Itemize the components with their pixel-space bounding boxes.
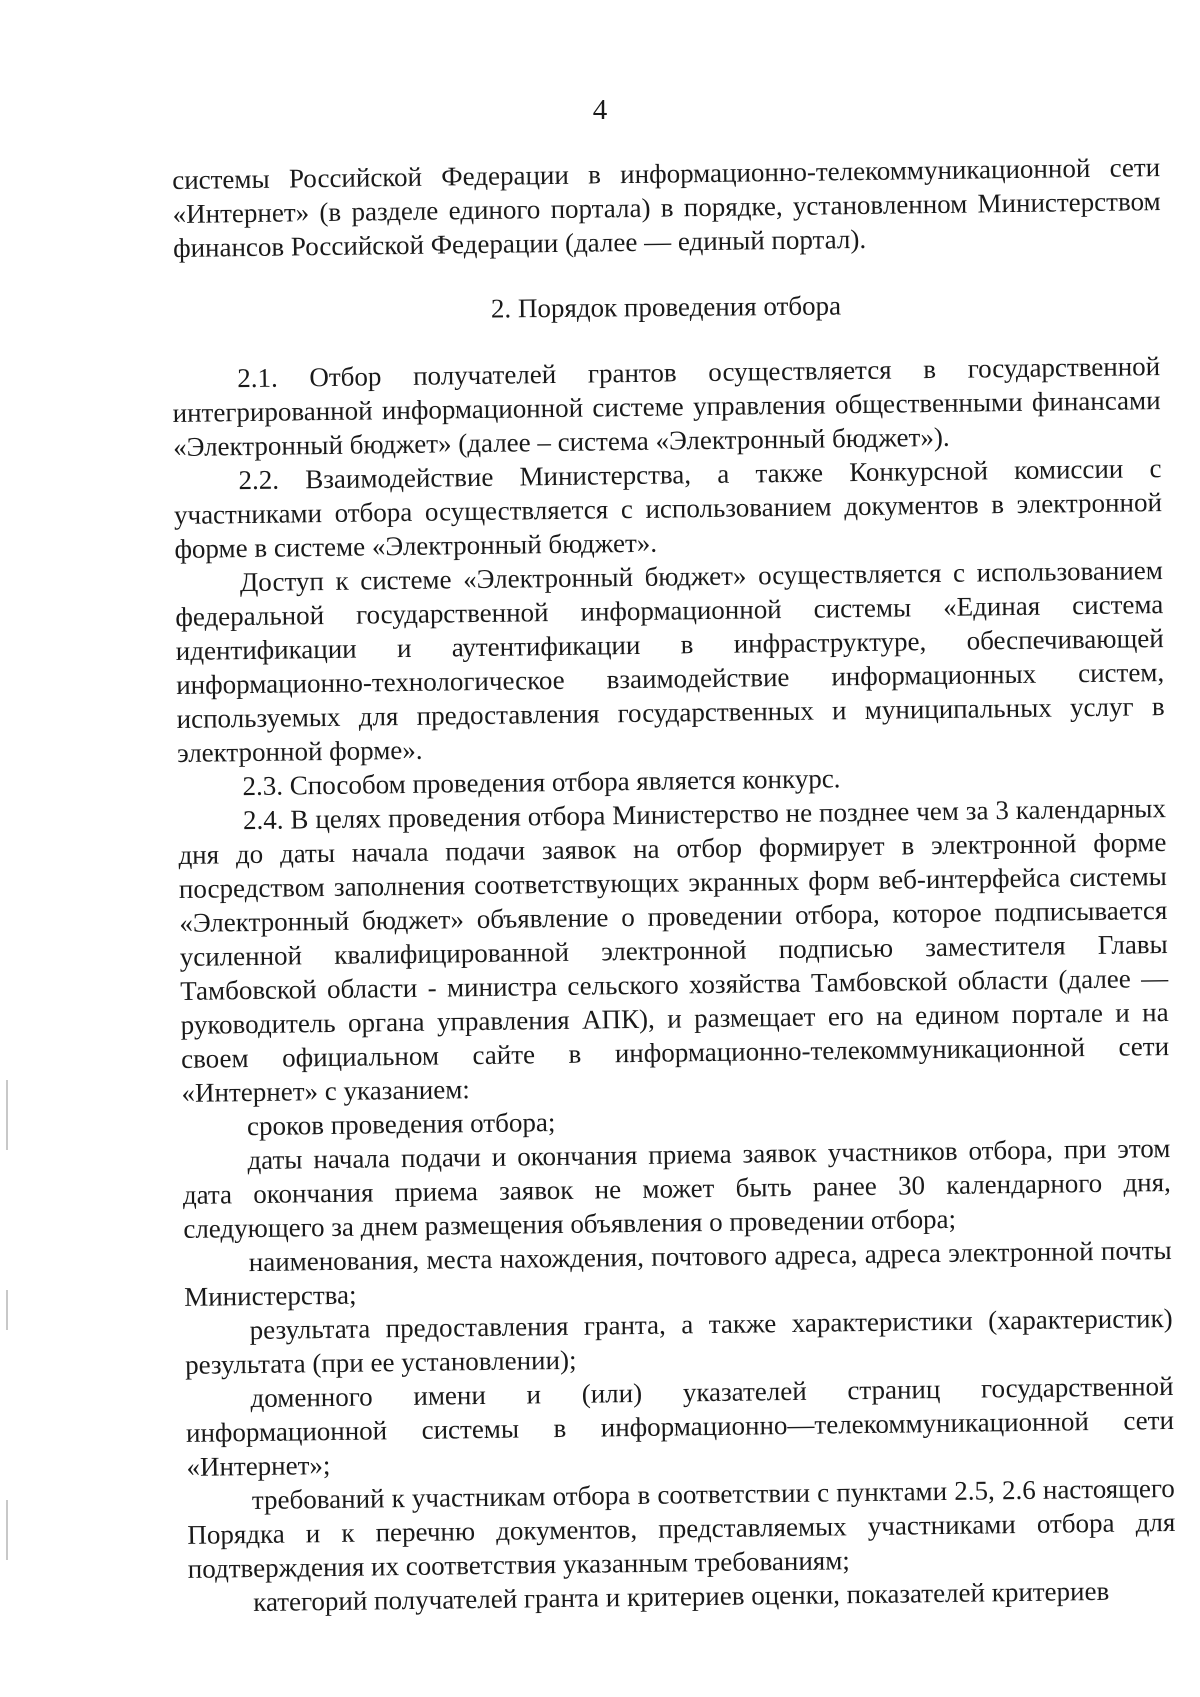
list-item: категорий получателей гранта и критериев оценки, показателей критериев: [253, 1575, 1110, 1618]
paragraph-2-1: 2.1. Отбор получателей грантов осуществляется в государственной интегрированной информационной системе управления общественными финансами «Электронный бюджет» (далее – система «Электронный бюджет»).: [172, 351, 1161, 462]
scan-edge-mark: [6, 1500, 8, 1560]
section-heading: 2. Порядок проведения отбора: [490, 290, 842, 324]
scan-edge-mark: [6, 1080, 8, 1150]
list-item: сроков проведения отбора;: [246, 1107, 556, 1142]
list-item: доменного имени и (или) указателей страниц государственной информационной системы в информационно—телекоммуникационной сети «Интернет»;: [185, 1370, 1175, 1482]
section-body: [172, 349, 1176, 1620]
paragraph-access: Доступ к системе «Электронный бюджет» осуществляется с использованием федеральной государственной информационной системы «Единая система идентификации и аутентификации в инфраструктуре, обеспечивающей информационно-технологическое взаимодействие информационных систем, используемых для предоставления государственных и муниципальных услуг в электронной форме».: [175, 555, 1165, 768]
paragraph-2-4: 2.4. В целях проведения отбора Министерство не позднее чем за 3 календарных дня до даты начала подачи заявок на отбор формирует в электронной форме посредством заполнения соответствующих экранных форм веб-интерфейса системы «Электронный бюджет» объявление о проведении отбора, которое подписывается усиленной квалифицированной электронной подписью заместителя Главы Тамбовской области - министра сельского хозяйства Тамбовской области (далее — руководитель органа управления АПК), и размещает его на едином портале и на своем официальном сайте в информационно-телекоммуникационной сети «Интернет» с указанием:: [178, 793, 1170, 1108]
paragraph-2-2: 2.2. Взаимодействие Министерства, а также Конкурсной комиссии с участниками отбора осуществляется с использованием документов в электронной форме в системе «Электронный бюджет».: [173, 453, 1163, 564]
scan-edge-mark: [6, 1290, 8, 1330]
list-item: результата предоставления гранта, а также характеристики (характеристик) результата (при ее установлении);: [184, 1302, 1173, 1380]
list-item: даты начала подачи и окончания приема заявок участников отбора, при этом дата окончания приема заявок не может быть ранее 30 календарного дня, следующего за днем размещения объявления о проведении отбора;: [182, 1133, 1172, 1244]
intro-block: [172, 150, 1161, 265]
list-item: требований к участникам отбора в соответствии с пунктами 2.5, 2.6 настоящего Порядка и к перечню документов, представляемых участниками отбора для подтверждения их соответствия указанным требованиям;: [187, 1472, 1176, 1584]
page-number: 4: [592, 94, 608, 126]
intro-paragraph: системы Российской Федерации в информационно-телекоммуникационной сети «Интернет» (в разделе единого портала) в порядке, установленном Министерством финансов Российской Федерации (далее — единый портал).: [172, 152, 1161, 263]
paragraph-2-3: 2.3. Способом проведения отбора является конкурс.: [242, 763, 841, 802]
list-item: наименования, места нахождения, почтового адреса, адреса электронной почты Министерства;: [184, 1234, 1172, 1312]
